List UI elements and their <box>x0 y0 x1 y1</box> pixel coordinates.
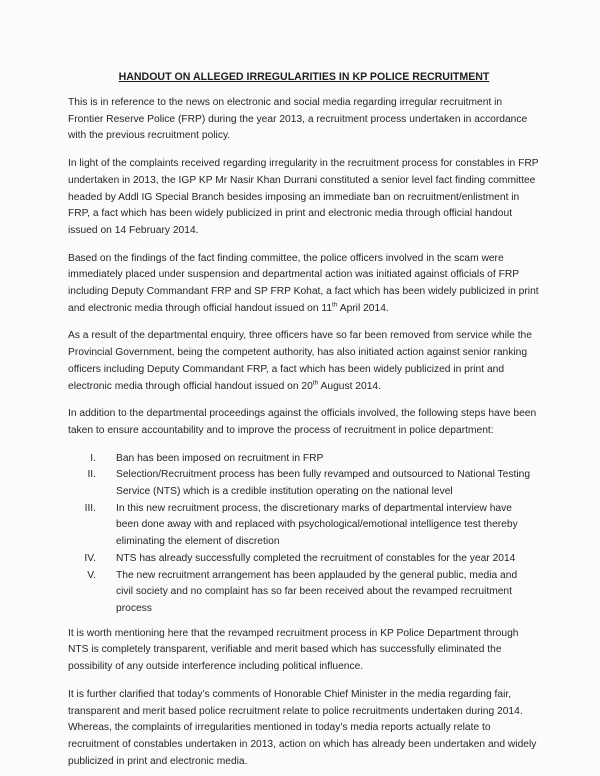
list-item-number: I. <box>90 452 96 464</box>
list-item <box>68 568 540 618</box>
paragraph-committee: In light of the complaints received regarding irregularity in the recruitment process for constables in FRP undertaken in 2013, the IGP KP Mr Nasir Khan Durrani constituted a senior level fact finding committee headed by Addl IG Special Branch besides imposing an immediate ban on recruitment/enlistment in FRP, a fact which has been widely publicized in print and electronic media through official handout issued on 14 February 2014. <box>68 158 539 236</box>
list-item-text: NTS has already successfully completed the recruitment of constables for the year 2014 <box>116 552 516 564</box>
paragraph-enquiry-text: As a result of the departmental enquiry, three officers have so far been removed from service while the Provincial Government, being the competent authority, has also initiated action against senior ranking officers including Deputy Commandant FRP, a fact which has been widely publicized in print and electronic media through official handout issued on 20 <box>68 330 532 392</box>
ordinal-suffix: th <box>312 379 319 387</box>
list-item <box>68 501 540 551</box>
paragraph-reference: This is in reference to the news on electronic and social media regarding irregular recruitment in Frontier Reserve Police (FRP) during the year 2013, a recruitment process undertaken in accordance with the previous recruitment policy. <box>68 97 528 142</box>
document-title: HANDOUT ON ALLEGED IRREGULARITIES IN KP POLICE RECRUITMENT <box>118 71 490 83</box>
paragraph-enquiry <box>68 328 540 395</box>
list-item <box>68 451 540 468</box>
list-item-text: In this new recruitment process, the discretionary marks of departmental interview have been done away with and replaced with psychological/emotional intelligence test thereby eliminating the element of discretion <box>116 502 518 548</box>
list-item <box>68 551 540 568</box>
list-item-number: IV. <box>84 552 96 564</box>
list-item-number: V. <box>87 569 96 581</box>
paragraph-suspension <box>68 251 540 318</box>
paragraph-suspension-text: Based on the findings of the fact finding committee, the police officers involved in the scam were immediately placed under suspension and departmental action was initiated against officials of FRP including Deputy Commandant FRP and SP FRP Kohat, a fact which has been widely publicized in print and electronic media through official handout issued on 11 <box>68 252 539 314</box>
list-item-number: III. <box>84 502 96 514</box>
list-item-number: II. <box>87 469 96 481</box>
list-item-text: Selection/Recruitment process has been fully revamped and outsourced to National Testing Service (NTS) which is a credible institution operating on the national level <box>116 469 531 498</box>
ordinal-suffix: th <box>332 301 338 309</box>
paragraph-clarification: It is further clarified that today’s comments of Honorable Chief Minister in the media regarding fair, transparent and merit based police recruitment relate to police recruitments undertaken during 2014. Whereas, the complaints of irregularities mentioned in today’s media reports actually relate to recruitment of constables undertaken in 2013, action on which has already been undertaken and widely publicized in print and electronic media. <box>68 688 537 767</box>
paragraph-transparency: It is worth mentioning here that the revamped recruitment process in KP Police Department through NTS is completely transparent, verifiable and merit based which has successfully eliminated the possibility of any outside interference including political influence. <box>68 627 519 673</box>
paragraph-enquiry-date: August 2014. <box>318 380 381 392</box>
list-item <box>68 467 540 500</box>
steps-list <box>68 451 540 618</box>
list-item-text: The new recruitment arrangement has been applauded by the general public, media and civil society and no complaint has so far been received about the revamped recruitment process <box>116 569 518 614</box>
paragraph-suspension-date: April 2014. <box>337 302 389 314</box>
paragraph-steps-intro: In addition to the departmental proceedings against the officials involved, the following steps have been taken to ensure accountability and to improve the process of recruitment in police department: <box>68 408 537 436</box>
list-item-text: Ban has been imposed on recruitment in FRP <box>116 452 324 464</box>
